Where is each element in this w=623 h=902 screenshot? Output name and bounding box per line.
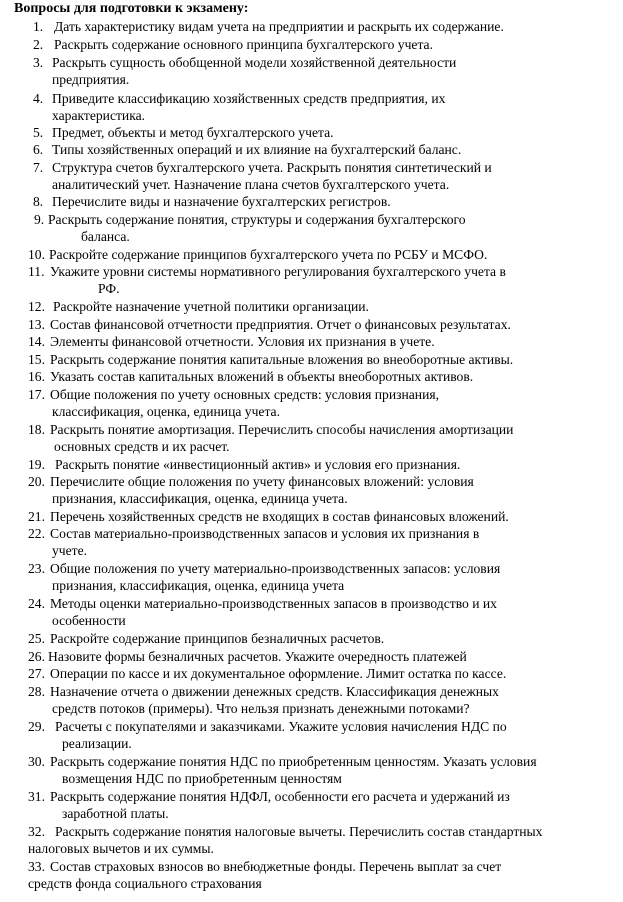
question-text-continuation: налоговых вычетов и их суммы. — [28, 841, 214, 856]
question-text-continuation: признания, классификация, оценка, единица учета — [52, 578, 345, 593]
question-item — [28, 264, 506, 281]
question-text: Типы хозяйственных операций и их влияние на бухгалтерский баланс. — [52, 142, 462, 157]
question-text-continuation: признания, классификация, оценка, единица учета. — [52, 491, 348, 506]
question-text-continuation: РФ. — [98, 281, 120, 296]
question-number: 18. — [28, 422, 45, 437]
question-text-continuation: основных средств и их расчет. — [54, 439, 230, 454]
question-text-continuation: учете. — [52, 543, 88, 558]
question-text: Раскройте содержание принципов безналичных расчетов. — [50, 631, 385, 646]
question-text: Предмет, объекты и метод бухгалтерского учета. — [52, 125, 334, 140]
question-item — [28, 457, 460, 474]
question-number: 28. — [28, 684, 45, 699]
question-item — [28, 649, 467, 666]
question-number: 17. — [28, 387, 45, 402]
question-text-continuation: предприятия. — [52, 72, 130, 87]
question-item — [33, 142, 461, 159]
question-number: 14. — [28, 334, 45, 349]
question-number: 32. — [28, 824, 45, 839]
question-item — [28, 754, 537, 771]
question-text-continuation: аналитический учет. Назначение плана счетов бухгалтерского учета. — [52, 177, 450, 192]
question-item — [33, 194, 391, 211]
question-item — [28, 859, 501, 876]
question-text: Раскрыть содержание понятия, структуры и содержания бухгалтерского — [48, 212, 466, 227]
question-item — [28, 474, 474, 491]
question-number: 23. — [28, 561, 45, 576]
page-title: Вопросы для подготовки к экзамену: — [14, 1, 249, 16]
question-number: 25. — [28, 631, 45, 646]
question-number: 12. — [28, 299, 45, 314]
question-item — [28, 247, 487, 264]
question-item — [28, 369, 473, 386]
question-text: Расчеты с покупателями и заказчиками. Укажите условия начисления НДС по — [55, 719, 507, 734]
question-text: Приведите классификацию хозяйственных средств предприятия, их — [52, 91, 446, 106]
question-text: Элементы финансовой отчетности. Условия их признания в учете. — [50, 334, 435, 349]
question-text-continuation: классификация, оценка, единица учета. — [52, 404, 280, 419]
question-number: 11. — [28, 264, 45, 279]
question-item — [33, 55, 456, 72]
question-text: Раскройте содержание принципов бухгалтерского учета по РСБУ и МСФО. — [49, 247, 488, 262]
question-item — [28, 317, 511, 334]
question-item — [28, 631, 384, 648]
question-text: Раскрыть понятие амортизация. Перечислить способы начисления амортизации — [50, 422, 514, 437]
question-text: Назначение отчета о движении денежных средств. Классификация денежных — [50, 684, 499, 699]
question-number: 31. — [28, 789, 45, 804]
question-item — [28, 299, 369, 316]
question-item — [28, 684, 499, 701]
question-number: 1. — [33, 19, 44, 34]
question-number: 19. — [28, 457, 45, 472]
question-item — [28, 387, 439, 404]
question-text: Раскрыть содержание понятия капитальные вложения во внеоборотные активы. — [50, 352, 514, 367]
question-text: Раскройте назначение учетной политики организации. — [53, 299, 369, 314]
question-text: Раскрыть содержание понятия НДФЛ, особенности его расчета и удержаний из — [50, 789, 510, 804]
question-text: Раскрыть сущность обобщенной модели хозяйственной деятельности — [52, 55, 457, 70]
question-item — [34, 212, 466, 229]
question-number: 9. — [34, 212, 45, 227]
question-text: Раскрыть содержание основного принципа бухгалтерского учета. — [54, 37, 433, 52]
question-text: Раскрыть содержание понятия налоговые вычеты. Перечислить состав стандартных — [55, 824, 543, 839]
question-number: 4. — [33, 91, 44, 106]
question-number: 22. — [28, 526, 45, 541]
question-text: Перечислите общие положения по учету финансовых вложений: условия — [50, 474, 474, 489]
question-text-continuation: баланса. — [81, 229, 130, 244]
question-item — [28, 509, 509, 526]
question-item — [28, 561, 500, 578]
question-number: 21. — [28, 509, 45, 524]
question-item — [33, 37, 433, 54]
question-number: 10. — [28, 247, 45, 262]
question-number: 13. — [28, 317, 45, 332]
question-number: 15. — [28, 352, 45, 367]
question-number: 33. — [28, 859, 45, 874]
question-number: 6. — [33, 142, 44, 157]
question-item — [28, 666, 506, 683]
question-item — [28, 352, 513, 369]
question-text-continuation: особенности — [52, 613, 126, 628]
question-item — [33, 19, 504, 36]
question-text: Раскрыть содержание понятия НДС по приобретенным ценностям. Указать условия — [50, 754, 537, 769]
question-item — [28, 596, 497, 613]
question-item — [28, 824, 542, 841]
question-text: Перечислите виды и назначение бухгалтерских регистров. — [52, 194, 391, 209]
question-item — [33, 91, 445, 108]
question-number: 8. — [33, 194, 44, 209]
question-item — [33, 160, 492, 177]
question-text: Структура счетов бухгалтерского учета. Раскрыть понятия синтетический и — [52, 160, 492, 175]
question-text: Состав материально-производственных запасов и условия их признания в — [50, 526, 480, 541]
question-text-continuation: средств потоков (примеры). Что нельзя признать денежными потоками? — [52, 701, 470, 716]
question-number: 20. — [28, 474, 45, 489]
question-text: Перечень хозяйственных средств не входящих в состав финансовых вложений. — [50, 509, 509, 524]
question-item — [28, 334, 435, 351]
question-text: Дать характеристику видам учета на предприятии и раскрыть их содержание. — [54, 19, 504, 34]
question-item — [33, 125, 334, 142]
question-text: Состав страховых взносов во внебюджетные фонды. Перечень выплат за счет — [50, 859, 502, 874]
question-number: 2. — [33, 37, 44, 52]
question-text: Состав финансовой отчетности предприятия. Отчет о финансовых результатах. — [50, 317, 511, 332]
question-number: 29. — [28, 719, 45, 734]
question-item — [28, 719, 507, 736]
question-text-continuation: заработной платы. — [62, 806, 169, 821]
question-number: 30. — [28, 754, 45, 769]
question-text-continuation: средств фонда социального страхования — [28, 876, 262, 891]
question-number: 3. — [33, 55, 44, 70]
question-text: Назовите формы безналичных расчетов. Укажите очередность платежей — [48, 649, 467, 664]
question-item — [28, 422, 513, 439]
question-text-continuation: реализации. — [62, 736, 132, 751]
question-text: Укажите уровни системы нормативного регулирования бухгалтерского учета в — [50, 264, 506, 279]
question-text: Операции по кассе и их документальное оформление. Лимит остатка по кассе. — [50, 666, 507, 681]
question-number: 26. — [28, 649, 45, 664]
question-text-continuation: возмещения НДС по приобретенным ценностям — [62, 771, 342, 786]
question-number: 27. — [28, 666, 45, 681]
question-text-continuation: характеристика. — [52, 108, 146, 123]
question-number: 7. — [33, 160, 44, 175]
question-item — [28, 526, 479, 543]
question-number: 24. — [28, 596, 45, 611]
question-text: Раскрыть понятие «инвестиционный актив» и условия его признания. — [55, 457, 461, 472]
question-item — [28, 789, 510, 806]
question-text: Методы оценки материально-производственных запасов в производство и их — [50, 596, 497, 611]
question-text: Общие положения по учету материально-производственных запасов: условия — [50, 561, 501, 576]
question-number: 16. — [28, 369, 45, 384]
question-text: Общие положения по учету основных средств: условия признания, — [50, 387, 439, 402]
question-number: 5. — [33, 125, 44, 140]
question-text: Указать состав капитальных вложений в объекты внеоборотных активов. — [50, 369, 474, 384]
